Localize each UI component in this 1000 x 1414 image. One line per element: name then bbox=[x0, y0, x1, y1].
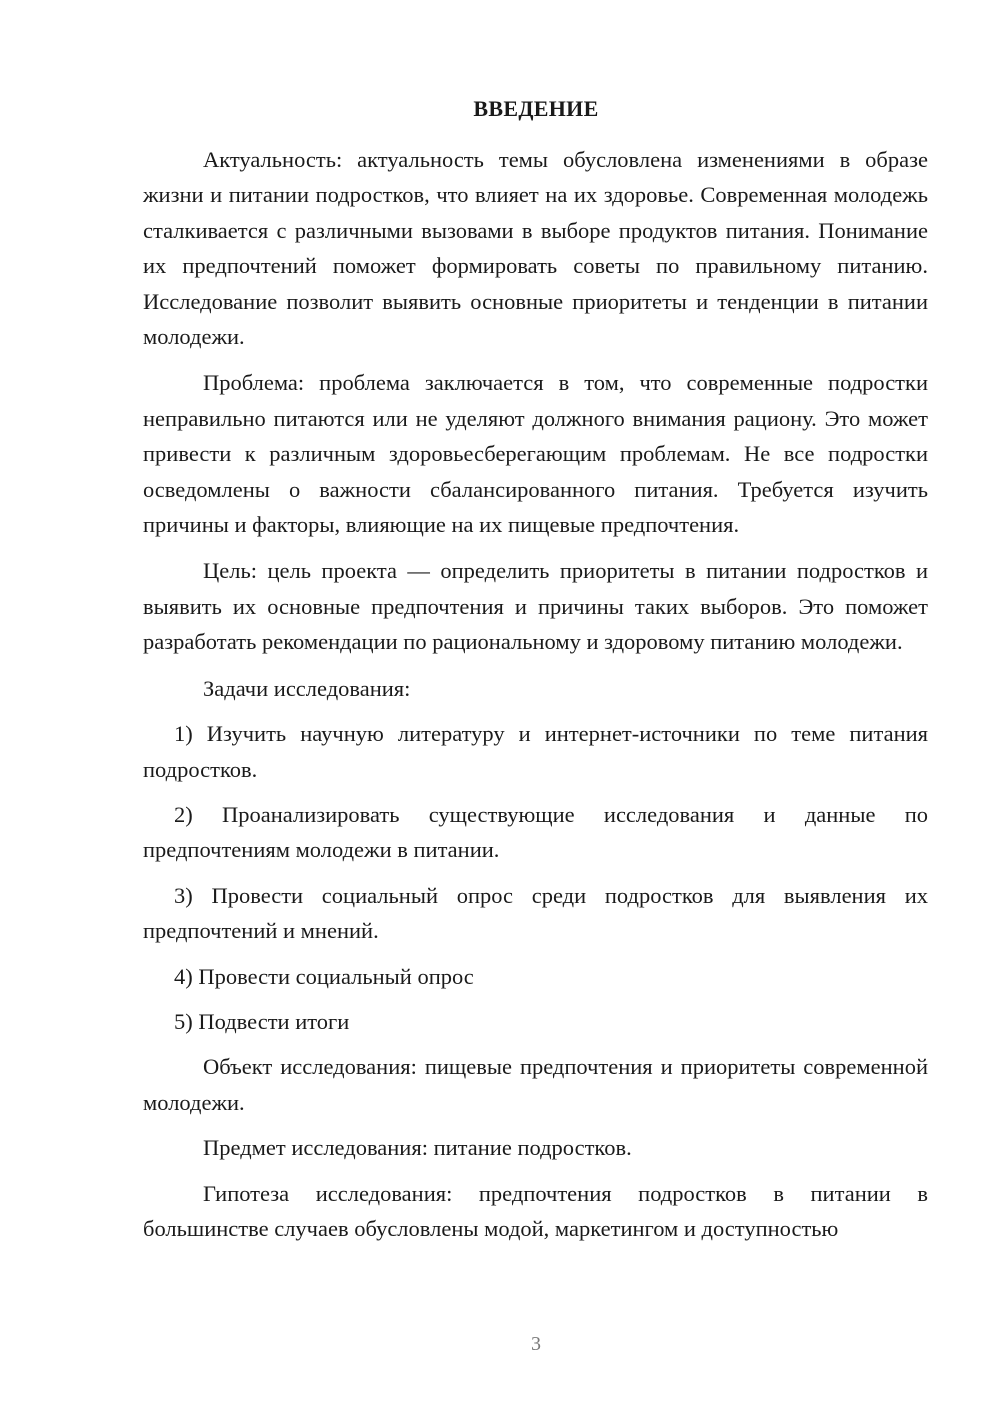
paragraph-hypothesis: Гипотеза исследования: предпочтения подростков в питании в большинстве случаев обусловлены модой, маркетингом и доступностью bbox=[143, 1180, 928, 1241]
paragraph-goal: Цель: цель проекта — определить приоритеты в питании подростков и выявить их основные предпочтения и причины таких выборов. Это поможет разработать рекомендации по рациональному и здоровому питанию молодежи. bbox=[143, 558, 928, 655]
paragraph-subject: Предмет исследования: питание подростков. bbox=[203, 1135, 632, 1161]
page-number: 3 bbox=[531, 1333, 541, 1355]
paragraph-problem: Проблема: проблема заключается в том, что современные подростки неправильно питаются или не уделяют должного внимания рациону. Это может привести к различным здоровьесберегающим проблемам. Не все подростки осведомлены о важности сбалансированного питания. Требуется изучить причины и факторы, влияющие на их пищевые предпочтения. bbox=[143, 370, 928, 538]
task-item-1: 1) Изучить научную литературу и интернет-источники по теме питания подростков. bbox=[143, 721, 928, 782]
page-title: ВВЕДЕНИЕ bbox=[473, 96, 599, 121]
paragraph-relevance: Актуальность: актуальность темы обусловлена изменениями в образе жизни и питании подростков, что влияет на их здоровье. Современная молодежь сталкивается с различными вызовами в выборе продуктов питания. Понимание их предпочтений поможет формировать советы по правильному питанию. Исследование позволит выявить основные приоритеты и тенденции в питании молодежи. bbox=[143, 147, 928, 350]
task-item-4: 4) Провести социальный опрос bbox=[174, 963, 474, 989]
tasks-heading: Задачи исследования: bbox=[203, 675, 411, 701]
task-item-2: 2) Проанализировать существующие исследования и данные по предпочтениям молодежи в питании. bbox=[143, 801, 928, 863]
task-item-5: 5) Подвести итоги bbox=[174, 1008, 350, 1034]
document-body bbox=[143, 142, 928, 1246]
paragraph-object: Объект исследования: пищевые предпочтения и приоритеты современной молодежи. bbox=[143, 1054, 928, 1115]
task-item-3: 3) Провести социальный опрос среди подростков для выявления их предпочтений и мнений. bbox=[143, 882, 928, 944]
